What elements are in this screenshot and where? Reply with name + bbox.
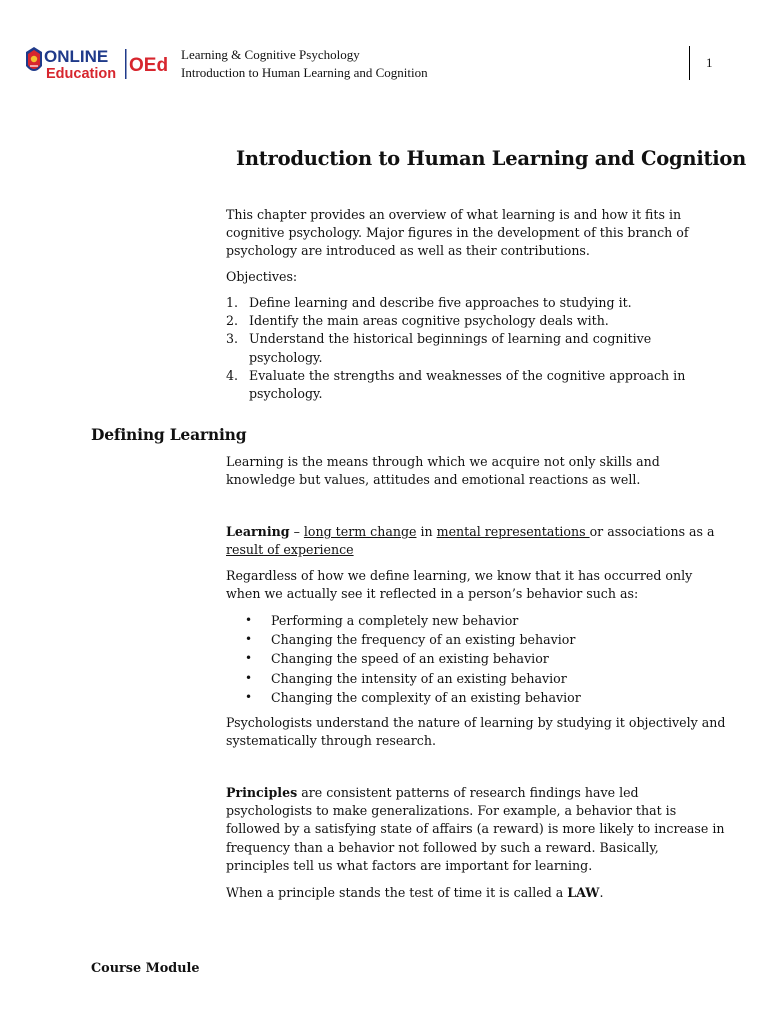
logo-graphic bbox=[24, 44, 174, 84]
footer-label: Course Module bbox=[91, 961, 200, 976]
logo-online-text: ONLINE bbox=[44, 47, 109, 66]
regardless-text: Regardless of how we define learning, we know that it has occurred only when we actually see it reflected in a person’s behavior such as: bbox=[226, 568, 693, 602]
learning-term: Learning bbox=[226, 524, 290, 539]
bullet-icon: • bbox=[245, 613, 253, 627]
section-heading: Defining Learning bbox=[91, 425, 247, 444]
objectives-label-text: Objectives: bbox=[226, 269, 298, 284]
learning-definition: Learning – long term change in mental representations or associations as a result of experience bbox=[226, 524, 715, 558]
objective-item: 3. Understand the historical beginnings of learning and cognitive psychology. bbox=[226, 331, 652, 365]
course-name: Learning & Cognitive Psychology bbox=[181, 47, 360, 62]
principles-term: Principles bbox=[226, 785, 298, 800]
research-text: Psychologists understand the nature of learning by studying it objectively and systematically through research. bbox=[226, 715, 726, 749]
behavior-list bbox=[226, 611, 726, 707]
objective-item: 4. Evaluate the strengths and weaknesses of the cognitive approach in psychology. bbox=[226, 367, 686, 402]
intro-text: This chapter provides an overview of what learning is and how it fits in cognitive psychology. Major figures in the development of this branch of psychology are introduced as well as their contributions. bbox=[226, 207, 689, 259]
behavior-item: • Changing the speed of an existing behavior bbox=[226, 649, 726, 668]
intro-paragraph bbox=[226, 206, 726, 261]
regardless-paragraph bbox=[226, 567, 726, 603]
bullet-icon: • bbox=[245, 689, 253, 704]
objective-item: 2. Identify the main areas cognitive psychology deals with. bbox=[226, 313, 609, 329]
bullet-icon: • bbox=[245, 651, 253, 666]
logo-oed-text: OEd bbox=[129, 55, 169, 76]
research-paragraph bbox=[226, 714, 726, 750]
law-term: LAW bbox=[567, 885, 600, 900]
bullet-icon: • bbox=[245, 632, 253, 647]
online-education-logo bbox=[24, 44, 174, 84]
definition-underline: mental representations bbox=[436, 524, 590, 539]
objective-item: 1. Define learning and describe five approaches to studying it. bbox=[226, 295, 632, 310]
definition-intro bbox=[226, 453, 726, 489]
definition-underline: long term change bbox=[303, 524, 417, 539]
behavior-item: • Performing a completely new behavior bbox=[226, 611, 726, 630]
page-number: 1 bbox=[706, 55, 713, 70]
behavior-item: • Changing the intensity of an existing behavior bbox=[226, 669, 726, 688]
bullet-icon: • bbox=[245, 670, 253, 685]
law-paragraph: When a principle stands the test of time it is called a LAW. bbox=[226, 885, 604, 900]
chapter-name: Introduction to Human Learning and Cognition bbox=[181, 65, 428, 80]
definition-intro-text: Learning is the means through which we acquire not only skills and knowledge but values, attitudes and emotional reactions as well. bbox=[226, 454, 660, 488]
definition-underline: result of experience bbox=[226, 542, 354, 558]
document-title: Introduction to Human Learning and Cognition bbox=[236, 147, 747, 170]
running-header bbox=[181, 46, 428, 82]
behavior-item: • Changing the complexity of an existing behavior bbox=[226, 688, 726, 707]
logo-education-text: Education bbox=[46, 66, 117, 82]
header-divider bbox=[689, 46, 690, 80]
behavior-item: • Changing the frequency of an existing behavior bbox=[226, 630, 726, 649]
objectives-list bbox=[226, 294, 696, 403]
principles-paragraph: Principles are consistent patterns of research findings have led psychologists to make generalizations. For example, a behavior that is followed by a satisfying state of affairs (a reward) is more likely to increase in frequency than a behavior not followed by such a reward. Basically, principles tell us what factors are important for learning. bbox=[226, 785, 725, 873]
objectives-label bbox=[226, 268, 726, 286]
